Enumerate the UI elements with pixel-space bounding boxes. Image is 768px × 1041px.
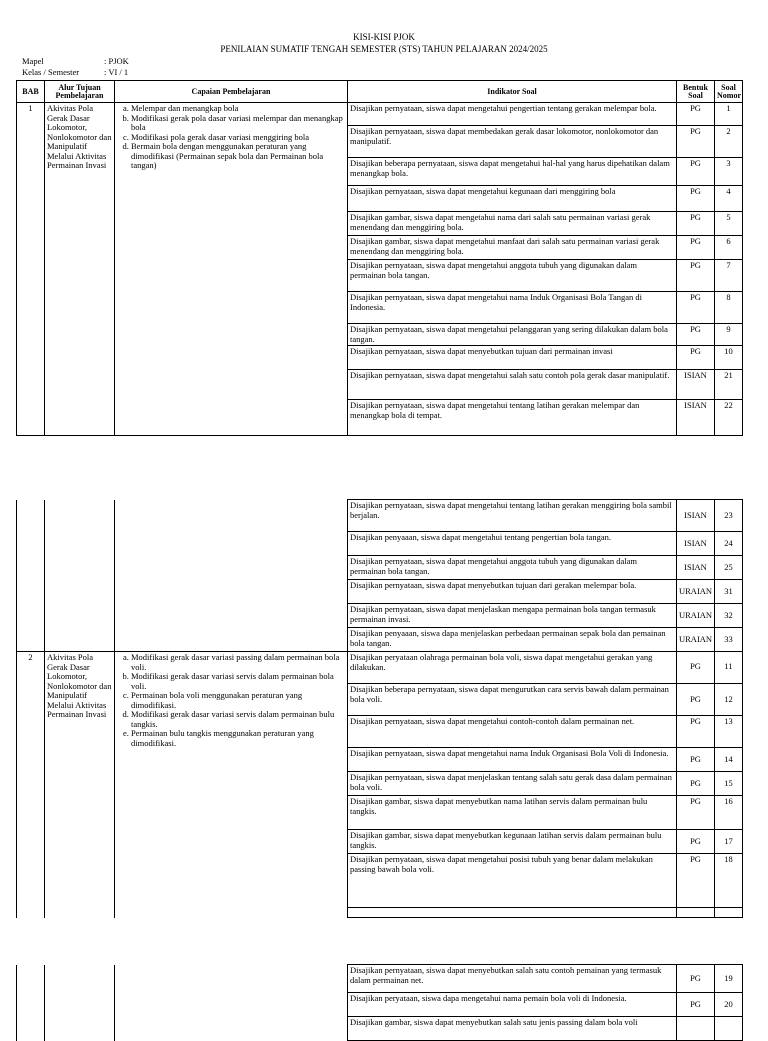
bentuk-cell: PG	[677, 716, 715, 748]
col-bab: BAB	[17, 81, 45, 103]
bentuk-cell: PG	[677, 684, 715, 716]
bentuk-cell: PG	[677, 796, 715, 830]
bentuk-cell: ISIAN	[677, 400, 715, 436]
nomor-cell: 1	[715, 103, 743, 126]
bentuk-cell: PG	[677, 236, 715, 260]
alur-cont-cell	[45, 965, 115, 1041]
kelas-value: : VI / 1	[104, 67, 129, 77]
bentuk-cell: PG	[677, 748, 715, 772]
table-row	[17, 652, 743, 684]
list-item: e. Permainan bulu tangkis menggunakan peraturan yang dimodifikasi.	[131, 729, 345, 748]
indikator-cell	[348, 908, 677, 918]
col-alur: Alur Tujuan Pembelajaran	[45, 81, 115, 103]
col-indikator: Indikator Soal	[348, 81, 677, 103]
nomor-cell: 2	[715, 126, 743, 158]
bentuk-cell: URAIAN	[677, 580, 715, 604]
list-item: b. Modifikasi gerak pola dasar variasi melempar dan menangkap bola	[131, 114, 345, 133]
document-title: KISI-KISI PJOK	[353, 32, 415, 42]
capaian-list	[115, 652, 348, 918]
nomor-cell: 7	[715, 260, 743, 292]
list-item: d. Modifikasi gerak dasar variasi servis dalam permainan bulu tangkis.	[131, 710, 345, 729]
indikator-cell: Disajikan pernyataan, siswa dapat mengetahui posisi tubuh yang benar dalam melakukan passing bawah bola voli.	[348, 854, 677, 908]
nomor-cell: 11	[715, 652, 743, 684]
indikator-cell: Disajikan gambar, siswa dapat menyebutkan kegunaan latihan servis dalam permainan bulu tangkis.	[348, 830, 677, 854]
nomor-cell: 31	[715, 580, 743, 604]
nomor-cell: 16	[715, 796, 743, 830]
table-row	[17, 103, 743, 126]
indikator-cell: Disajikan penyaaan, siswa dapa menjelaskan perbedaan permainan sepak bola dan pemainan bola tangan.	[348, 628, 677, 652]
indikator-cell: Disajikan pernyataan, siswa dapat mengetahui anggota tubuh yang digunakan dalam permainan bola tangan.	[348, 556, 677, 580]
indikator-cell: Disajikan pernyataan, siswa dapat mengetahui pengertian tentang gerakan melempar bola.	[348, 103, 677, 126]
indikator-cell: Disajikan pernyataan, siswa dapat mengetahui contoh-contoh dalam permainan net.	[348, 716, 677, 748]
nomor-cell: 8	[715, 292, 743, 324]
col-bentuk: Bentuk Soal	[677, 81, 715, 103]
nomor-cell: 22	[715, 400, 743, 436]
indikator-cell: Disajikan pernyataan, siswa dapat mengetahui tentang latihan gerakan melempar dan menangkap bola di tempat.	[348, 400, 677, 436]
col-nomor: Soal Nomor	[715, 81, 743, 103]
alur-tujuan: Akivitas Pola Gerak Dasar Lokomotor, Nonlokomotor dan Manipulatif Melalui Aktivitas Permainan Invasi	[45, 652, 115, 918]
bentuk-cell: PG	[677, 324, 715, 346]
nomor-cell: 12	[715, 684, 743, 716]
indikator-cell: Disajikan pernyataan, siswa dapat mengetahui kegunaan dari menggiring bola	[348, 186, 677, 212]
indikator-cell: Disajikan pernyataan, siswa dapat mengetahui nama Induk Organisasi Bola Tangan di Indonesia.	[348, 292, 677, 324]
list-item: b. Modifikasi gerak dasar variasi servis dalam permainan bola voli.	[131, 672, 345, 691]
nomor-cell: 24	[715, 532, 743, 556]
bentuk-cell: ISIAN	[677, 370, 715, 400]
nomor-cell	[715, 1017, 743, 1041]
indikator-cell: Disajikan gambar, siswa dapat mengetahui manfaat dari salah satu permainan variasi gerak menendang dan menggiring bola.	[348, 236, 677, 260]
bentuk-cell: ISIAN	[677, 532, 715, 556]
alur-tujuan: Akivitas Pola Gerak Dasar Lokomotor, Nonlokomotor dan Manipulatif Melalui Aktivitas Permainan Invasi	[45, 103, 115, 436]
bentuk-cell: PG	[677, 346, 715, 370]
bentuk-cell: ISIAN	[677, 500, 715, 532]
indikator-cell: Disajikan beberapa pernyataan, siswa dapat mengurutkan cara servis bawah dalam permainan bola voli.	[348, 684, 677, 716]
bentuk-cell: URAIAN	[677, 604, 715, 628]
bentuk-cell: PG	[677, 993, 715, 1017]
bentuk-cell: PG	[677, 830, 715, 854]
nomor-cell: 13	[715, 716, 743, 748]
indikator-cell: Disajikan pernyataan, siswa dapat mengetahui anggota tubuh yang digunakan dalam permainan bola tangan.	[348, 260, 677, 292]
bentuk-cell: PG	[677, 103, 715, 126]
nomor-cell: 4	[715, 186, 743, 212]
bentuk-cell: PG	[677, 158, 715, 186]
bentuk-cell	[677, 1017, 715, 1041]
indikator-cell: Disajikan pernyataan, siswa dapat menjelaskan tentang salah satu gerak dasa dalam permainan bola voli.	[348, 772, 677, 796]
nomor-cell: 3	[715, 158, 743, 186]
nomor-cell: 25	[715, 556, 743, 580]
indikator-cell: Disajikan pernyataan, siswa dapat mengetahui nama Induk Organisasi Bola Voli di Indonesia.	[348, 748, 677, 772]
nomor-cell: 21	[715, 370, 743, 400]
col-capaian: Capaian Pembelajaran	[115, 81, 348, 103]
indikator-cell: Disajikan peryataan, siswa dapa mengetahui nama pemain bola voli di Indonesia.	[348, 993, 677, 1017]
meta-mapel	[22, 57, 129, 67]
nomor-cell: 15	[715, 772, 743, 796]
nomor-cell: 33	[715, 628, 743, 652]
kisi-table-part-2	[16, 499, 743, 918]
nomor-cell: 5	[715, 212, 743, 236]
bentuk-cell: PG	[677, 854, 715, 908]
nomor-cell: 19	[715, 965, 743, 993]
nomor-cell: 10	[715, 346, 743, 370]
list-item: a. Melempar dan menangkap bola	[131, 104, 345, 114]
indikator-cell: Disajikan gambar, siswa dapat menyebutkan nama latihan servis dalam permainan bulu tangkis.	[348, 796, 677, 830]
indikator-cell: Disajikan gambar, siswa dapat mengetahui nama dari salah satu permainan variasi gerak menendang dan menggiring bola.	[348, 212, 677, 236]
bentuk-cell: PG	[677, 212, 715, 236]
nomor-cell: 20	[715, 993, 743, 1017]
capaian-list	[115, 103, 348, 436]
table-row	[17, 965, 743, 993]
indikator-cell: Disajikan beberapa pernyataan, siswa dapat mengetahui hal-hal yang harus dipehatikan dalam menangkap bola.	[348, 158, 677, 186]
bentuk-cell: PG	[677, 186, 715, 212]
indikator-cell: Disajikan pernyataan, siswa dapat menjelaskan mengapa permainan bola tangan termasuk permainan invasi.	[348, 604, 677, 628]
nomor-cell: 9	[715, 324, 743, 346]
nomor-cell: 17	[715, 830, 743, 854]
bab-cont-cell	[17, 500, 45, 652]
list-item: d. Bermain bola dengan menggunakan peraturan yang dimodifikasi (Permainan sepak bola dan Permainan bola tangan)	[131, 142, 345, 171]
indikator-cell: Disajikan pernyataan, siswa dapat menyebutkan tujuan dari gerakan melempar bola.	[348, 580, 677, 604]
bab-number: 1	[17, 103, 45, 436]
indikator-cell: Disajikan pernyataan, siswa dapat mengetahui salah satu contoh pola gerak dasar manipulatif.	[348, 370, 677, 400]
capaian-cont-cell	[115, 965, 348, 1041]
table-row	[17, 500, 743, 532]
nomor-cell: 23	[715, 500, 743, 532]
indikator-cell: Disajikan penyaaan, siswa dapat mengetahui tentang pengertian bola tangan.	[348, 532, 677, 556]
nomor-cell: 6	[715, 236, 743, 260]
bentuk-cell: PG	[677, 965, 715, 993]
bab-number: 2	[17, 652, 45, 918]
mapel-label: Mapel	[22, 56, 44, 66]
kisi-table-part-1	[16, 80, 743, 436]
indikator-cell: Disajikan pernyataan, siswa dapat mengetahui pelanggaran yang sering dilakukan dalam bola tangan.	[348, 324, 677, 346]
bentuk-cell: ISIAN	[677, 556, 715, 580]
alur-cont-cell	[45, 500, 115, 652]
indikator-cell: Disajikan pernyataan, siswa dapat mengetahui tentang latihan gerakan menggiring bola sambil berjalan.	[348, 500, 677, 532]
nomor-cell: 18	[715, 854, 743, 908]
document-subtitle: PENILAIAN SUMATIF TENGAH SEMESTER (STS) TAHUN PELAJARAN 2024/2025	[220, 44, 548, 54]
bentuk-cell: PG	[677, 652, 715, 684]
kelas-label: Kelas / Semester	[22, 67, 80, 77]
nomor-cell: 32	[715, 604, 743, 628]
indikator-cell: Disajikan pernyataan, siswa dapat membedakan gerak dasar lokomotor, nonlokomotor dan manipulatif.	[348, 126, 677, 158]
bentuk-cell: PG	[677, 772, 715, 796]
bentuk-cell: PG	[677, 126, 715, 158]
bentuk-cell: PG	[677, 260, 715, 292]
list-item: c. Permainan bola voli menggunakan peraturan yang dimodifikasi.	[131, 691, 345, 710]
meta-kelas	[22, 68, 128, 78]
mapel-value: : PJOK	[104, 56, 129, 66]
bentuk-cell: URAIAN	[677, 628, 715, 652]
bentuk-cell	[677, 908, 715, 918]
indikator-cell: Disajikan peryataan olahraga permainan bola voli, siswa dapat mengetahui gerakan yang dilakukan.	[348, 652, 677, 684]
nomor-cell	[715, 908, 743, 918]
list-item: a. Modifikasi gerak dasar variasi passing dalam permainan bola voli.	[131, 653, 345, 672]
nomor-cell: 14	[715, 748, 743, 772]
indikator-cell: Disajikan gambar, siswa dapat menyebutkan salah satu jenis passing dalam bola voli	[348, 1017, 677, 1041]
kisi-table-part-3	[16, 964, 743, 1041]
indikator-cell: Disajikan pernyataan, siswa dapat menyebutkan tujuan dari permainan invasi	[348, 346, 677, 370]
bentuk-cell: PG	[677, 292, 715, 324]
list-item: c. Modifikasi pola gerak dasar variasi menggiring bola	[131, 133, 345, 143]
indikator-cell: Disajikan pernyataan, siswa dapat menyebutkan salah satu contoh pemainan yang termasuk dalam permainan net.	[348, 965, 677, 993]
bab-cont-cell	[17, 965, 45, 1041]
capaian-cont-cell	[115, 500, 348, 652]
